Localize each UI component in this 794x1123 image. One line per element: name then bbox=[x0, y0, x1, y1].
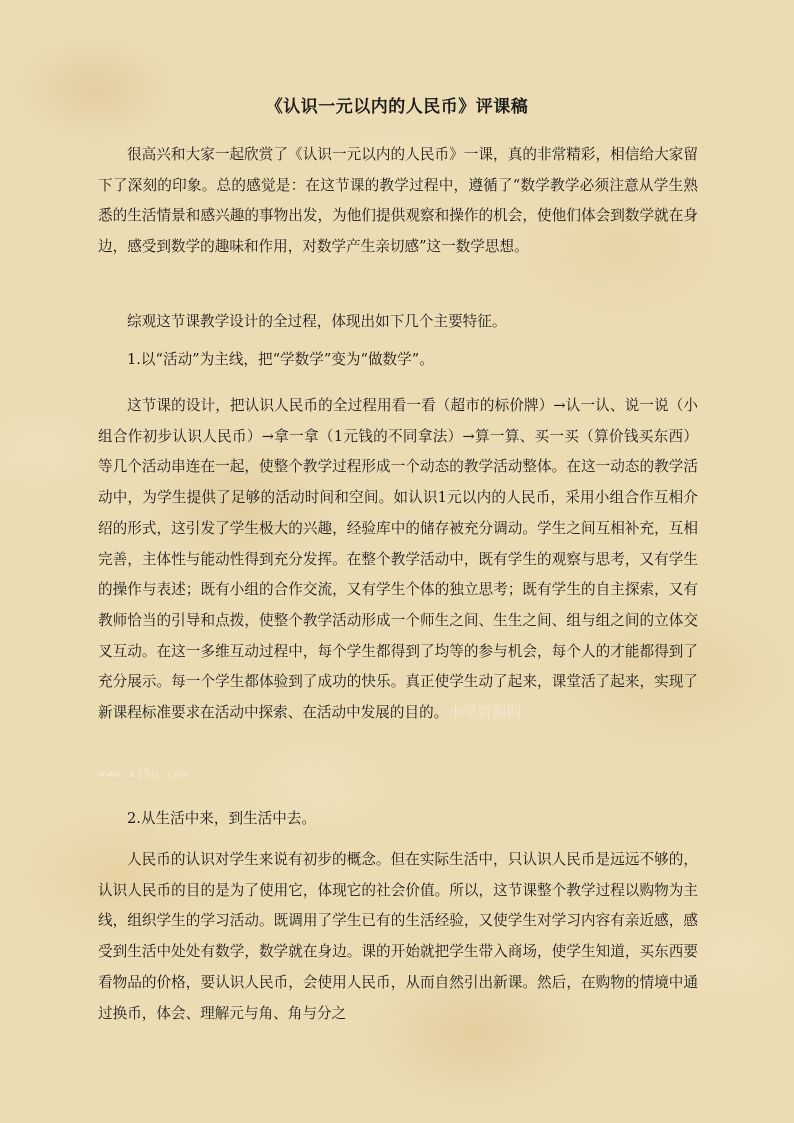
watermark-site-name: 小学资源网 bbox=[448, 704, 522, 722]
paragraph-activities-text: 这节课的设计，把认识人民币的全过程用看一看（超市的标价牌）→认一认、说一说（小组合作初步认识人民币）→拿一拿（1元钱的不同拿法）→算一算、买一买（算价钱买东西）等几个活动串连在一起，使整个教学过程形成一个动态的教学活动整体。在这一动态的教学活动中，为学生提供了足够的活动时间和空间。如认识1元以内的人民币，采用小组合作互相介绍的形式，这引发了学生极大的兴趣，经验库中的储存被充分调动。学生之间互相补充，互相完善，主体性与能动性得到充分发挥。在整个教学活动中，既有学生的观察与思考，又有学生的操作与表述；既有小组的合作交流，又有学生个体的独立思考；既有学生的自主探索，又有教师恰当的引导和点拨，使整个教学活动形成一个师生之间、生生之间、组与组之间的立体交叉互动。在这一多维互动过程中，每个学生都得到了均等的参与机会，每个人的才能都得到了充分展示。每一个学生都体验到了成功的快乐。真正使学生动了起来，课堂活了起来，实现了新课程标准要求在活动中探索、在活动中发展的目的。 bbox=[98, 397, 698, 722]
paragraph-overview: 综观这节课教学设计的全过程，体现出如下几个主要特征。 bbox=[127, 313, 507, 330]
section-heading-2: 2.从生活中来，到生活中去。 bbox=[127, 810, 317, 827]
paragraph-intro: 很高兴和大家一起欣赏了《认识一元以内的人民币》一课，真的非常精彩，相信给大家留下了深刻的印象。总的感觉是：在这节课的教学过程中，遵循了“数学教学必须注意从学生熟悉的生活情景和感兴趣的事物出发，为他们提供观察和操作的机会，使他们体会到数学就在身边，感受到数学的趣味和作用，对数学产生亲切感”这一数学思想。 bbox=[98, 146, 698, 256]
section-heading-1: 1.以“活动”为主线，把“学数学”变为“做数学”。 bbox=[127, 351, 434, 368]
paragraph-activities bbox=[98, 391, 698, 729]
watermark-url: www.xj5u.com bbox=[98, 767, 190, 780]
document-title: 《认识一元以内的人民币》评课稿 bbox=[265, 97, 529, 117]
paragraph-life: 人民币的认识对学生来说有初步的概念。但在实际生活中，只认识人民币是远远不够的，认识人民币的目的是为了使用它，体现它的社会价值。所以，这节课整个教学过程以购物为主线，组织学生的学习活动。既调用了学生已有的生活经验，又使学生对学习内容有亲近感，感受到生活中处处有数学，数学就在身边。课的开始就把学生带入商场，使学生知道，买东西要看物品的价格，要认识人民币，会使用人民币，从而自然引出新课。然后，在购物的情境中通过换币，体会、理解元与角、角与分之 bbox=[98, 851, 698, 1022]
